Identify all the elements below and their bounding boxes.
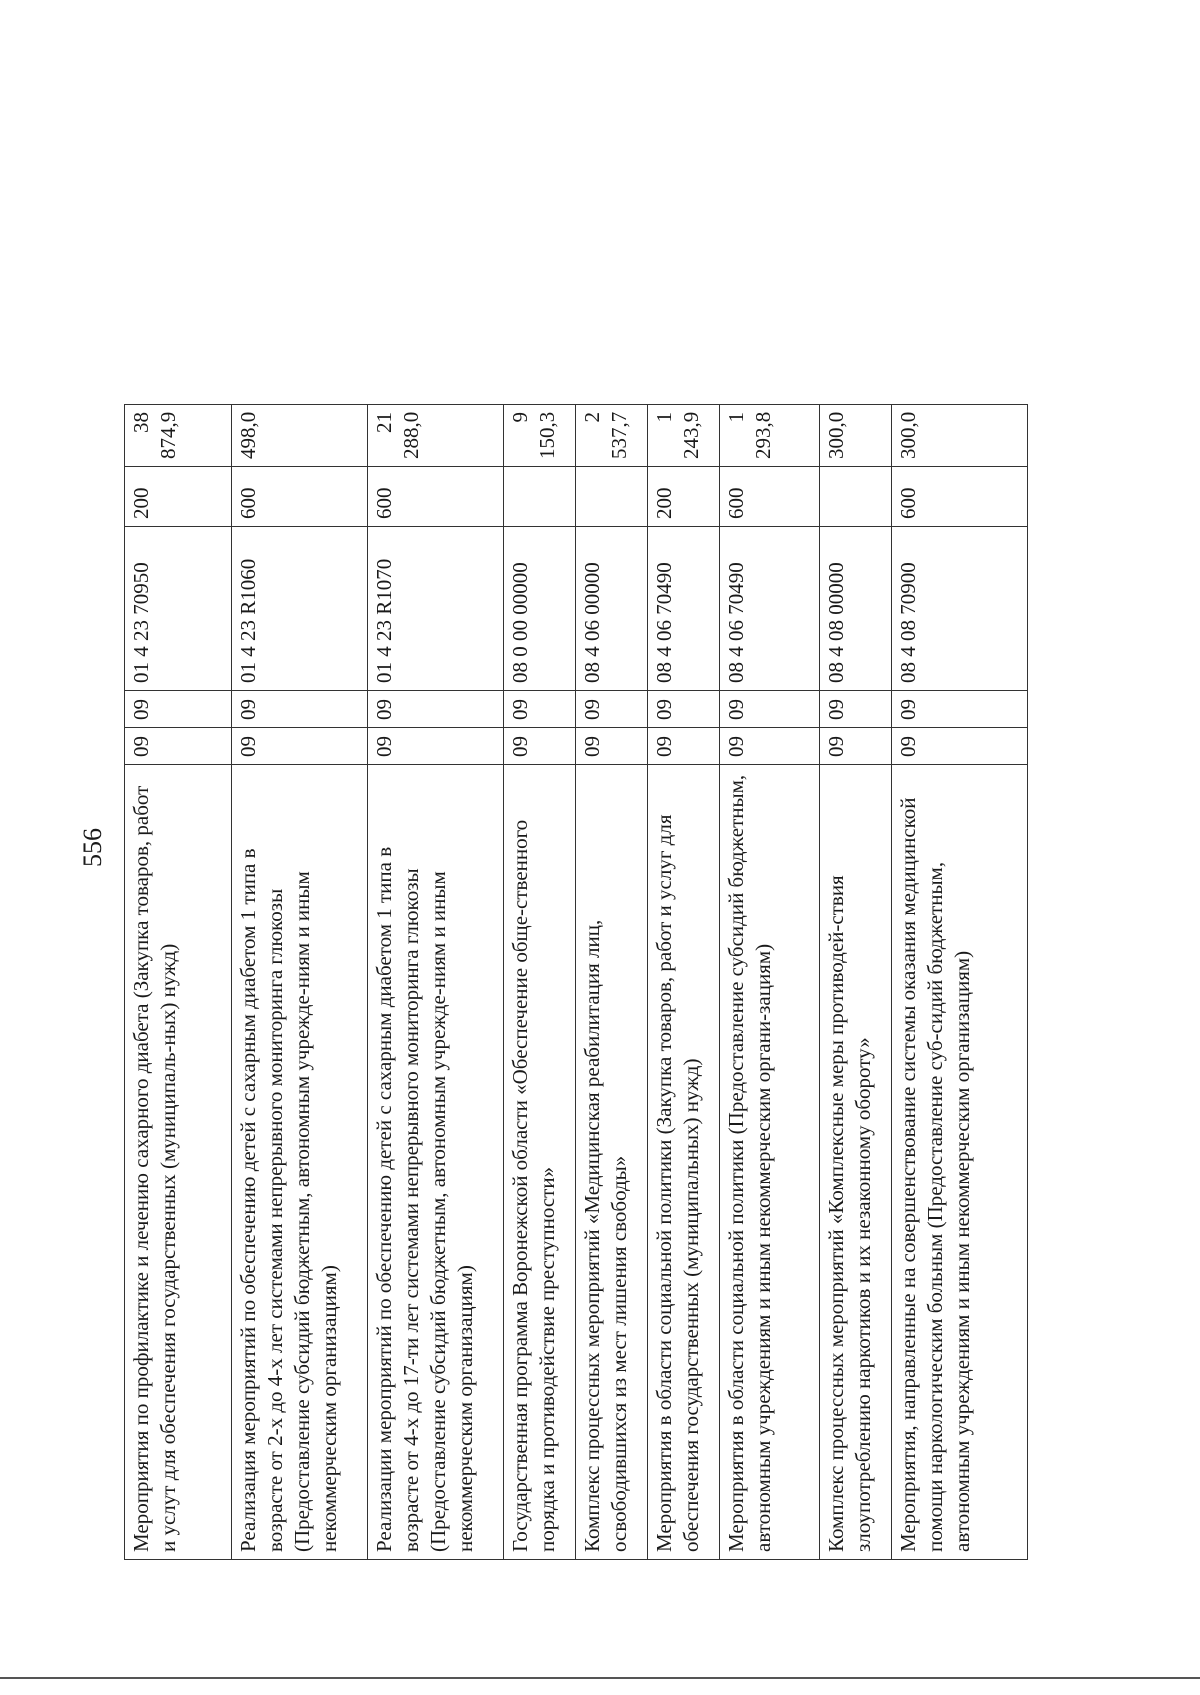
amount: 300,0: [820, 405, 892, 467]
budget-table: [124, 97, 1028, 1560]
table-row: [368, 98, 504, 1560]
item-name: Реализация мероприятий по обеспечению детей с сахарным диабетом 1 типа в возрасте от 2-х до 4-х лет системами непрерывного мониторинга глюкозы (Предоставление субсидий бюджетным, автономным учрежде-ниям и иным некоммерческим организациям): [232, 765, 368, 1560]
section-code: 09: [720, 691, 820, 728]
table-row: [576, 98, 648, 1560]
table-row: [504, 98, 576, 1560]
target-article-code: 08 4 08 70900: [892, 527, 1028, 691]
expense-type-code: 600: [232, 467, 368, 527]
expense-type-code: 600: [892, 467, 1028, 527]
amount: 38 874,9: [125, 405, 232, 467]
section-code: 09: [576, 691, 648, 728]
ministry-code: 09: [232, 728, 368, 765]
item-name: Государственная программа Воронежской области «Обеспечение обще-ственного порядка и противодействие преступности»: [504, 765, 576, 1560]
section-code: 09: [892, 691, 1028, 728]
expense-type-code: 600: [368, 467, 504, 527]
item-name: Мероприятия в области социальной политики (Предоставление субсидий бюджетным, автономным учреждениям и иным некоммерческим органи-зациям): [720, 765, 820, 1560]
section-code: 09: [125, 691, 232, 728]
amount: 9 150,3: [504, 405, 576, 467]
table-row: [720, 98, 820, 1560]
target-article-code: 08 0 00 00000: [504, 527, 576, 691]
expense-type-code: 200: [648, 467, 720, 527]
table-row: [648, 98, 720, 1560]
section-code: 09: [368, 691, 504, 728]
ministry-code: 09: [368, 728, 504, 765]
amount: 300,0: [892, 405, 1028, 467]
ministry-code: 09: [892, 728, 1028, 765]
table-row: [820, 98, 892, 1560]
target-article-code: 08 4 06 70490: [648, 527, 720, 691]
item-name: Комплекс процессных мероприятий «Комплексные меры противодей-ствия злоупотреблению наркотиков и их незаконному обороту»: [820, 765, 892, 1560]
target-article-code: 08 4 06 00000: [576, 527, 648, 691]
expense-type-code: [504, 467, 576, 527]
expense-type-code: 200: [125, 467, 232, 527]
target-article-code: 08 4 08 00000: [820, 527, 892, 691]
expense-type-code: [820, 467, 892, 527]
ministry-code: 09: [504, 728, 576, 765]
section-code: 09: [232, 691, 368, 728]
table-row: [125, 98, 232, 1560]
amount: 498,0: [232, 405, 368, 467]
table-row: [232, 98, 368, 1560]
expense-type-code: [576, 467, 648, 527]
item-name: Реализации мероприятий по обеспечению детей с сахарным диабетом 1 типа в возрасте от 4-х до 17-ти лет системами непрерывного мониторинга глюкозы (Предоставление субсидий бюджетным, автономным учрежде-ниям и иным некоммерческим организациям): [368, 765, 504, 1560]
page-number: 556: [78, 828, 107, 867]
expense-type-code: 600: [720, 467, 820, 527]
target-article-code: 01 4 23 R1060: [232, 527, 368, 691]
section-code: 09: [648, 691, 720, 728]
scan-edge-line: [0, 1677, 1200, 1679]
ministry-code: 09: [648, 728, 720, 765]
target-article-code: 01 4 23 R1070: [368, 527, 504, 691]
section-code: 09: [820, 691, 892, 728]
item-name: Комплекс процессных мероприятий «Медицинская реабилитация лиц, освободившихся из мест лишения свободы»: [576, 765, 648, 1560]
ministry-code: 09: [820, 728, 892, 765]
target-article-code: 08 4 06 70490: [720, 527, 820, 691]
target-article-code: 01 4 23 70950: [125, 527, 232, 691]
amount: 1 293,8: [720, 405, 820, 467]
table-row: [892, 98, 1028, 1560]
amount: 21 288,0: [368, 405, 504, 467]
item-name: Мероприятия, направленные на совершенствование системы оказания медицинской помощи наркологическим больным (Предоставление суб-сидий бюджетным, автономным учреждениям и иным некоммерческим организациям): [892, 765, 1028, 1560]
ministry-code: 09: [125, 728, 232, 765]
section-code: 09: [504, 691, 576, 728]
amount: 1 243,9: [648, 405, 720, 467]
ministry-code: 09: [720, 728, 820, 765]
item-name: Мероприятия по профилактике и лечению сахарного диабета (Закупка товаров, работ и услут для обеспечения государственных (муниципаль-ных) нужд): [125, 765, 232, 1560]
ministry-code: 09: [576, 728, 648, 765]
amount: 2 537,7: [576, 405, 648, 467]
item-name: Мероприятия в области социальной политики (Закупка товаров, работ и услуг для обеспечения государственных (муниципальных) нужд): [648, 765, 720, 1560]
